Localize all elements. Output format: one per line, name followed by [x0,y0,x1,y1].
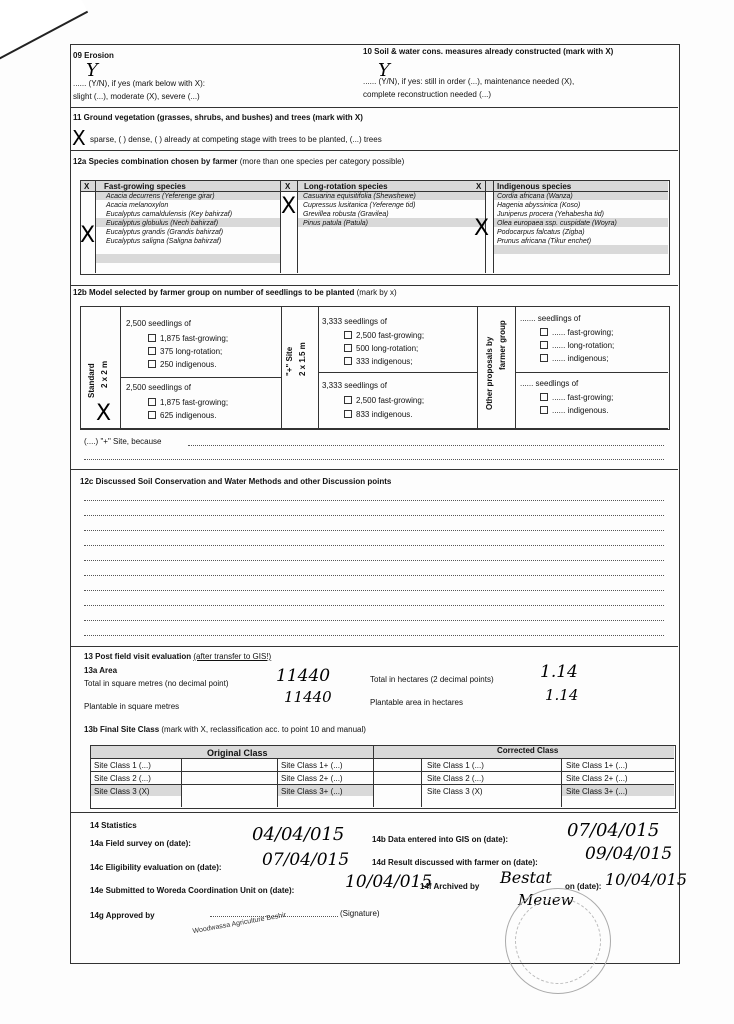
orig-class-plus-cell[interactable]: Site Class 3+ (...) [281,787,343,796]
standard-label: Standard [87,363,96,398]
field-survey-date[interactable]: 04/04/015 [252,824,345,845]
fast-species: Eucalyptus grandis (Grandis bahirzaf) [106,229,224,236]
other-a-line: ....... seedlings of [520,314,581,323]
eligibility-date[interactable]: 07/04/015 [262,850,350,870]
s12a-x-header-3: X [476,182,482,191]
archived-label: 14f Archived by [420,882,480,891]
s09-title: 09 Erosion [73,51,114,60]
s10-line2: complete reconstruction needed (...) [363,90,492,99]
fast-mark-x: X [80,223,96,248]
plus-b-line: 3,333 seedlings of [322,381,387,390]
approved-label: 14g Approved by [90,911,155,920]
std-a-line: 2,500 seedlings of [126,319,191,328]
corr-class-cell[interactable]: Site Class 1 (...) [427,761,484,770]
total-ha-value[interactable]: 1.14 [540,662,578,682]
fast-species: Eucalyptus saligna (Saligna bahirzaf) [106,238,222,245]
orig-class-cell[interactable]: Site Class 3 (X) [94,787,150,796]
s12a-title: 12a Species combination chosen by farmer [73,157,238,166]
orig-class-cell[interactable]: Site Class 2 (...) [94,774,151,783]
result-discussed-label: 14d Result discussed with farmer on (date): [372,858,538,867]
checkbox[interactable] [344,396,352,404]
discussion-line[interactable] [84,620,664,621]
std-a-line: 250 indigenous. [160,360,217,369]
total-ha-label: Total in hectares (2 decimal points) [370,675,494,684]
total-sqm-value[interactable]: 11440 [276,666,331,686]
s09-yn-text: ...... (Y/N), if yes (mark below with X): [73,79,206,88]
other-a-line: ...... indigenous; [552,354,609,363]
field-survey-label: 14a Field survey on (date): [90,839,191,848]
indigenous-species: Podocarpus falcatus (Zigba) [497,229,585,236]
s13b-title: 13b Final Site Class [84,725,160,734]
indigenous-species: Cordia africana (Wanza) [497,193,573,200]
checkbox[interactable] [540,393,548,401]
long-species: Cupressus lusitanica (Yeferenge tid) [303,202,416,209]
s13-title-note: (after transfer to GIS!) [193,652,272,661]
submitted-label: 14e Submitted to Woreda Coordination Unit on (date): [90,886,295,895]
long-species: Grevillea robusta (Gravilea) [303,211,389,218]
original-class-header: Original Class [207,748,268,758]
plantable-sqm-value[interactable]: 11440 [284,688,332,706]
std-a-line: 1,875 fast-growing; [160,334,229,343]
archived-date[interactable]: 10/04/015 [605,870,688,889]
plantable-ha-value[interactable]: 1.14 [545,686,579,704]
round-stamp-inner [515,898,601,984]
fast-species: Eucalyptus globulus (Nech bahirzaf) [106,220,219,227]
s10-yn-value: Y [378,60,390,81]
other-a-line: ...... long-rotation; [552,341,615,350]
plantable-ha-label: Plantable area in hectares [370,698,463,707]
submitted-date[interactable]: 10/04/015 [345,872,433,892]
plus-a-line: 333 indigenous; [356,357,413,366]
s09-severity: slight (...), moderate (X), severe (...) [73,92,200,101]
checkbox[interactable] [344,331,352,339]
other-proposals-label: Other proposals by [485,336,494,410]
std-b-line: 1,875 fast-growing; [160,398,229,407]
woreda-stamp-text: Woodwassa Agriculture Beshir [192,911,287,936]
s11-mark-x: X [72,126,86,150]
other-proposals-label2: farmer group [498,320,507,370]
plus-site-label: "+" Site [285,346,294,376]
s09-yn-value: Y [86,60,98,81]
fast-species: Eucalyptus camaldulensis (Key bahirzaf) [106,211,233,218]
indigenous-species: Juniperus procera (Yehabesha tid) [497,211,605,218]
checkbox[interactable] [148,334,156,342]
indigenous-species: Hagenia abyssinica (Koso) [497,202,581,209]
corr-class-cell[interactable]: Site Class 2 (...) [427,774,484,783]
std-b-line: 625 indigenous. [160,411,217,420]
s12b-title: 12b Model selected by farmer group on number of seedlings to be planted [73,288,355,297]
checkbox[interactable] [344,357,352,365]
plus-a-line: 500 long-rotation; [356,344,419,353]
orig-class-cell[interactable]: Site Class 1 (...) [94,761,151,770]
standard-spacing: 2 x 2 m [100,360,109,388]
corr-class-cell[interactable]: Site Class 3 (X) [427,787,483,796]
checkbox[interactable] [540,406,548,414]
gis-entry-date[interactable]: 07/04/015 [567,820,660,841]
s10-yn-text: ...... (Y/N), if yes: still in order (...), maintenance needed (X), [363,77,575,86]
s13-title: 13 Post field visit evaluation [84,652,192,661]
discussion-line[interactable] [84,605,664,606]
plus-a-line: 2,500 fast-growing; [356,331,425,340]
plus-b-line: 833 indigenous. [356,410,413,419]
corr-class-plus-cell[interactable]: Site Class 3+ (...) [566,787,628,796]
long-rotation-header: Long-rotation species [304,182,388,191]
fast-growing-header: Fast-growing species [104,182,186,191]
archived-signature: Meuew [518,891,574,909]
discussion-line[interactable] [84,530,664,531]
corr-class-plus-cell[interactable]: Site Class 2+ (...) [566,774,628,783]
standard-b-mark-x: X [96,401,112,426]
checkbox[interactable] [148,411,156,419]
checkbox[interactable] [540,354,548,362]
checkbox[interactable] [540,328,548,336]
signature-caption: (Signature) [340,909,380,918]
corrected-class-header: Corrected Class [497,746,559,755]
discussion-line[interactable] [84,545,664,546]
discussion-line[interactable] [84,560,664,561]
long-mark-x: X [281,194,297,219]
archived-on-label: on (date): [565,882,602,891]
checkbox[interactable] [148,360,156,368]
plantable-sqm-label: Plantable in square metres [84,702,180,711]
discussion-line[interactable] [84,590,664,591]
other-b-line: ...... seedlings of [520,379,579,388]
s14-title: 14 Statistics [90,821,137,830]
long-species: Pinus patula (Patula) [303,220,368,227]
site-because-line[interactable] [188,445,664,446]
fast-species: Acacia melanoxylon [106,202,169,209]
checkbox[interactable] [540,341,548,349]
orig-class-plus-cell[interactable]: Site Class 2+ (...) [281,774,343,783]
s12a-x-header-1: X [84,182,90,191]
other-b-line: ...... fast-growing; [552,393,614,402]
long-species: Casuarina equisitifolia (Shewshewe) [303,193,416,200]
std-b-line: 2,500 seedlings of [126,383,191,392]
checkbox[interactable] [148,347,156,355]
discussion-line[interactable] [84,500,664,501]
other-a-line: ...... fast-growing; [552,328,614,337]
s13b-note: (mark with X, reclassification acc. to point 10 and manual) [161,725,366,734]
gis-entry-label: 14b Data entered into GIS on (date): [372,835,509,844]
s11-title: 11 Ground vegetation (grasses, shrubs, and bushes) and trees (mark with X) [73,113,363,122]
fast-species: Acacia decurrens (Yeferenge girar) [106,193,215,200]
s12c-title: 12c Discussed Soil Conservation and Water Methods and other Discussion points [80,477,392,486]
plus-b-line: 2,500 fast-growing; [356,396,425,405]
eligibility-label: 14c Eligibility evaluation on (date): [90,863,222,872]
s11-options: sparse, ( ) dense, ( ) already at competing stage with trees to be planted, (...) trees [90,135,382,144]
checkbox[interactable] [344,344,352,352]
s13a-title: 13a Area [84,666,118,675]
indigenous-mark-x: X [474,216,490,241]
s12b-title-note: (mark by x) [356,288,397,297]
checkbox[interactable] [148,398,156,406]
archived-by-name[interactable]: Bestat [500,868,552,887]
result-discussed-date[interactable]: 09/04/015 [585,844,673,864]
orig-class-plus-cell[interactable]: Site Class 1+ (...) [281,761,343,770]
site-because-line[interactable] [84,459,664,460]
indigenous-header: Indigenous species [497,182,572,191]
s12a-x-header-2: X [285,182,291,191]
corr-class-plus-cell[interactable]: Site Class 1+ (...) [566,761,628,770]
discussion-line[interactable] [84,635,664,636]
discussion-line[interactable] [84,575,664,576]
indigenous-species: Olea europaea ssp. cuspidate (Woyra) [497,220,617,227]
site-because-label: (....) "+" Site, because [84,437,162,446]
discussion-line[interactable] [84,515,664,516]
checkbox[interactable] [344,410,352,418]
other-b-line: ...... indigenous. [552,406,609,415]
plus-a-line: 3,333 seedlings of [322,317,387,326]
s10-title: 10 Soil & water cons. measures already constructed (mark with X) [363,47,614,56]
std-a-line: 375 long-rotation; [160,347,223,356]
plus-site-spacing: 2 x 1.5 m [298,342,307,376]
s12a-title-note: (more than one species per category possible) [239,157,405,166]
indigenous-species: Prunus africana (Tikur enchet) [497,238,592,245]
total-sqm-label: Total in square metres (no decimal point) [84,679,229,688]
